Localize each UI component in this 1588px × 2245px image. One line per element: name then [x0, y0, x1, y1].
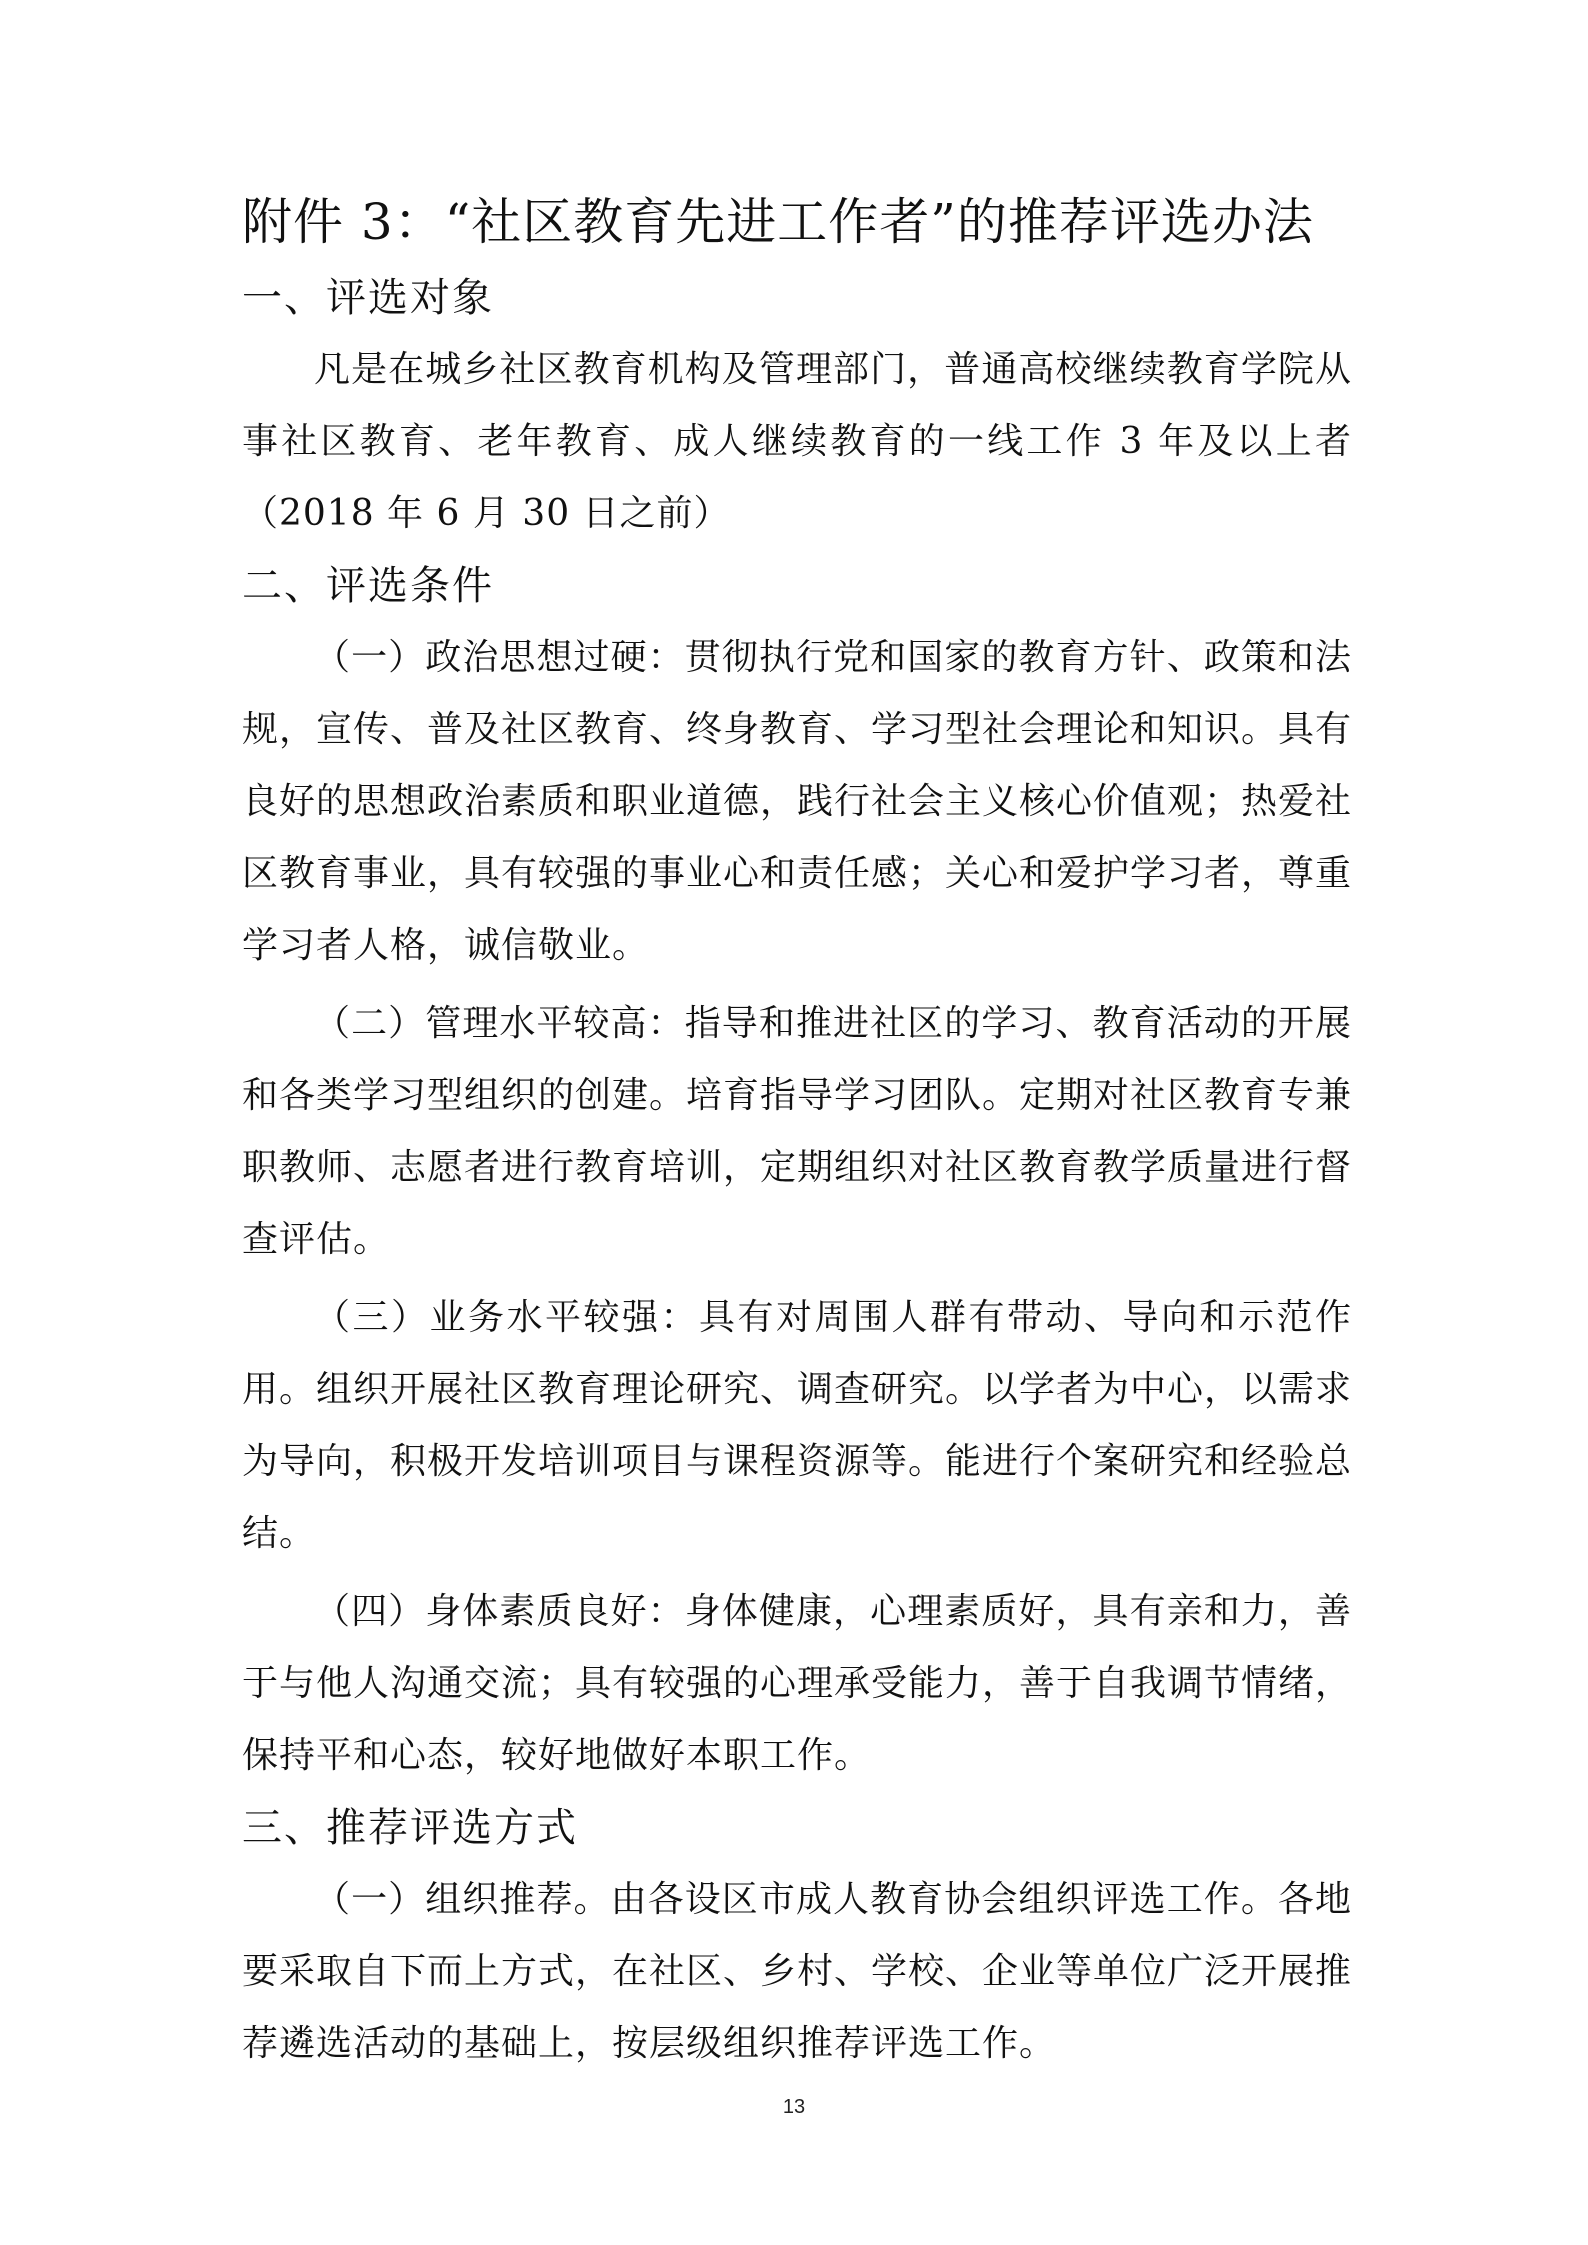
paragraph: （二）管理水平较高：指导和推进社区的学习、教育活动的开展和各类学习型组织的创建。培育指导学习团队。定期对社区教育专兼职教师、志愿者进行教育培训，定期组织对社区教育教学质量进行督查评估。	[242, 1003, 1353, 1260]
section-heading: 三、推荐评选方式	[242, 1805, 578, 1851]
paragraph: （一）政治思想过硬：贯彻执行党和国家的教育方针、政策和法规，宣传、普及社区教育、终身教育、学习型社会理论和知识。具有良好的思想政治素质和职业道德，践行社会主义核心价值观；热爱社区教育事业，具有较强的事业心和责任感；关心和爱护学习者，尊重学习者人格，诚信敬业。	[242, 637, 1353, 966]
section-evaluation-targets	[242, 262, 1352, 550]
page-number: 13	[782, 2096, 806, 2118]
section-evaluation-conditions	[242, 550, 1352, 1792]
paragraph: （一）组织推荐。由各设区市成人教育协会组织评选工作。各地要采取自下而上方式，在社区、乡村、学校、企业等单位广泛开展推荐遴选活动的基础上，按层级组织推荐评选工作。	[242, 1879, 1353, 2064]
paragraph: 凡是在城乡社区教育机构及管理部门，普通高校继续教育学院从事社区教育、老年教育、成人继续教育的一线工作 3 年及以上者（2018 年 6 月 30 日之前）	[242, 349, 1352, 534]
document-title: 附件 3：“社区教育先进工作者”的推荐评选办法	[242, 193, 1314, 251]
document-body	[242, 186, 1352, 2080]
section-heading: 一、评选对象	[242, 275, 494, 321]
paragraph: （三）业务水平较强：具有对周围人群有带动、导向和示范作用。组织开展社区教育理论研究、调查研究。以学者为中心，以需求为导向，积极开发培训项目与课程资源等。能进行个案研究和经验总结。	[242, 1297, 1353, 1554]
paragraph: （四）身体素质良好：身体健康，心理素质好，具有亲和力，善于与他人沟通交流；具有较强的心理承受能力，善于自我调节情绪，保持平和心态，较好地做好本职工作。	[242, 1591, 1353, 1776]
section-recommendation-method	[242, 1792, 1352, 2080]
section-heading: 二、评选条件	[242, 563, 494, 609]
